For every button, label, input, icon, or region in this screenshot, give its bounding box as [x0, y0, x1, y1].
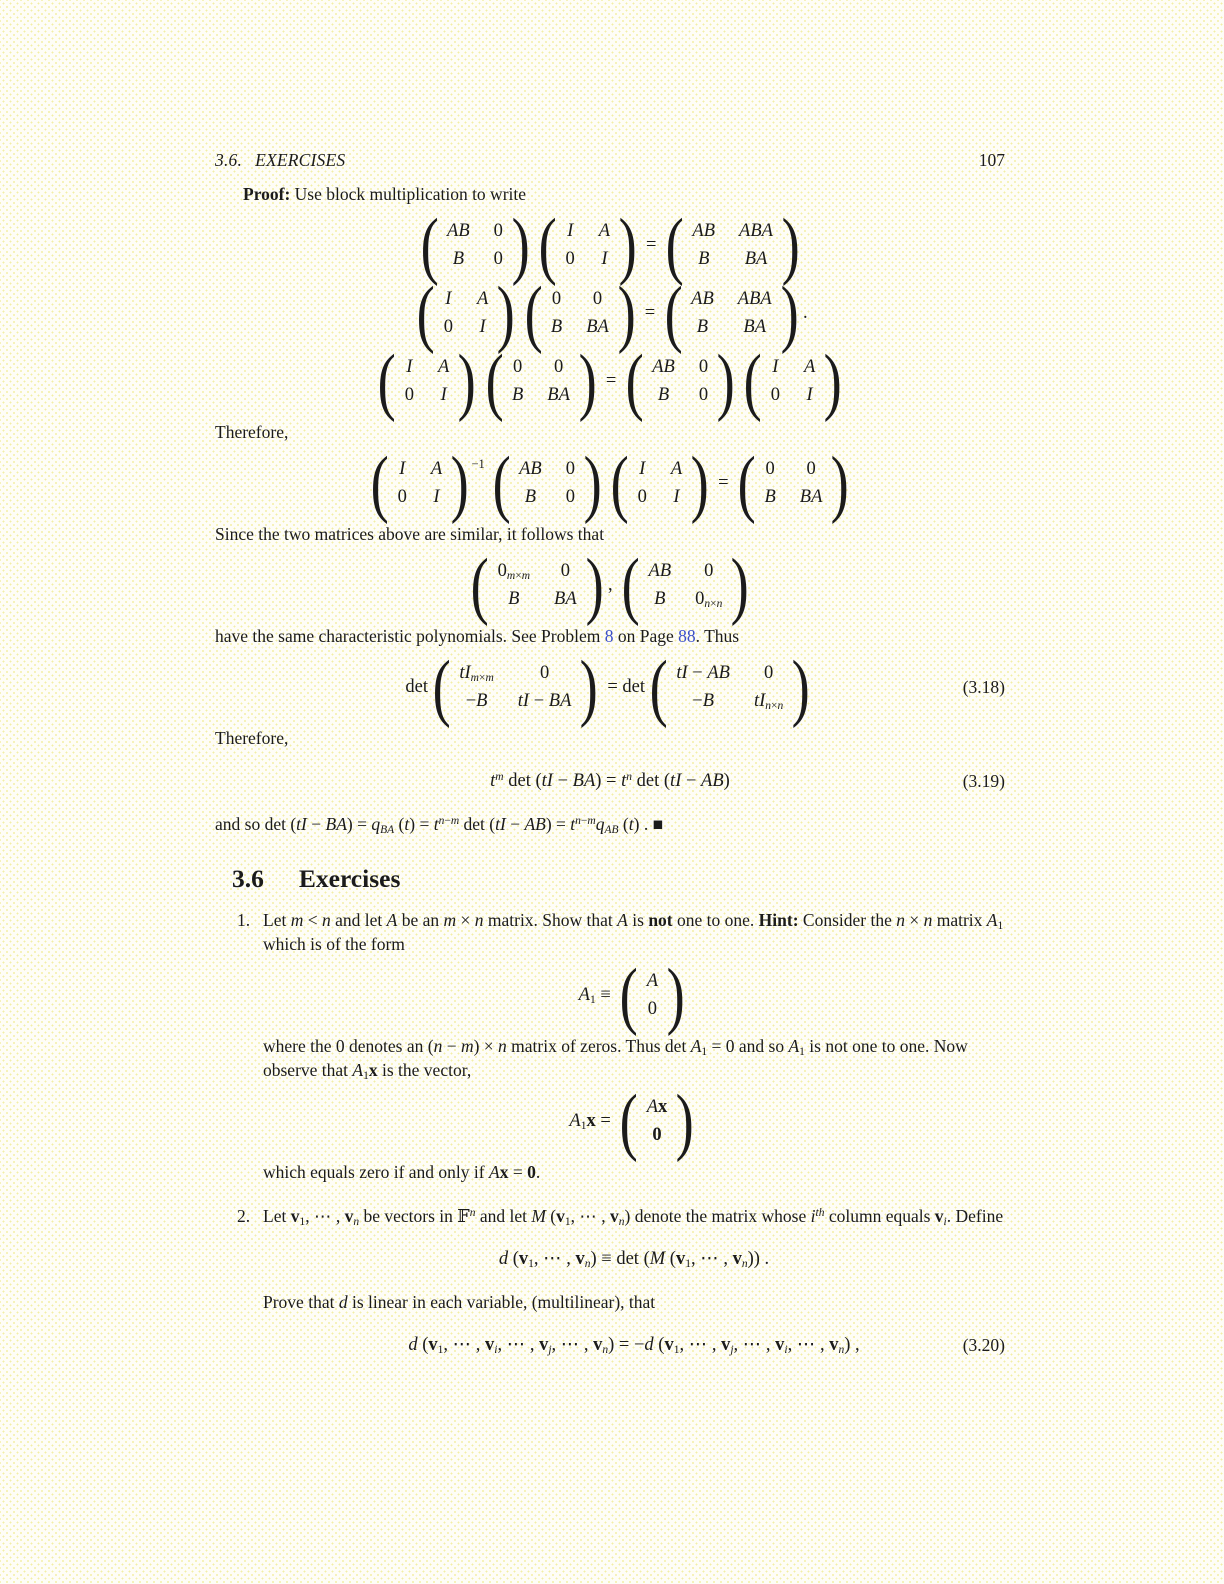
display-equation-3-19 — [215, 766, 1005, 796]
matrix-paren-right: ) — [580, 644, 599, 729]
math-text: d ($v_1$, ⋯ , $v_n) \equiv \det (M$ ($v_1$, ⋯ , $v_n$)) . — [498, 1249, 770, 1270]
matrix-cell: 0 — [565, 459, 575, 479]
matrix-paren-right: ) — [496, 270, 515, 355]
matrix-cell: 0 — [404, 385, 414, 405]
matrix-paren-left: ( — [610, 440, 629, 525]
matrix-cell: BA — [743, 317, 767, 337]
matrix-cells — [638, 454, 683, 512]
equation-content — [408, 1333, 859, 1357]
matrix-cell: BA — [744, 249, 768, 269]
matrix-cell: I — [806, 385, 813, 405]
matrix-cell: I — [772, 357, 779, 377]
exercise-number: 2. — [237, 1206, 251, 1226]
section-label: 3.6. — [215, 150, 243, 170]
matrix-cell: BA — [554, 589, 577, 609]
display-equation-a1x — [263, 1078, 1005, 1163]
matrix-paren-right: ) — [675, 1078, 694, 1163]
math-text: = — [641, 235, 662, 255]
matrix-cell: I — [445, 289, 452, 309]
matrix-paren-left: ( — [649, 644, 668, 729]
matrix-paren-right: ) — [617, 270, 636, 355]
matrix — [742, 338, 843, 423]
exercise-item-1 — [215, 908, 1005, 1190]
matrix-cells — [652, 352, 708, 410]
matrix-cell: tI − BA — [517, 691, 572, 711]
exercise-number: 1. — [237, 910, 251, 930]
matrix-paren-right: ) — [511, 202, 530, 287]
matrix-paren-left: ( — [492, 440, 511, 525]
matrix-cells — [692, 216, 773, 274]
matrix — [484, 338, 599, 423]
equation-content — [416, 202, 805, 287]
matrix-paren-right: ) — [583, 440, 602, 525]
display-equation-d-definition — [263, 1244, 1005, 1274]
matrix-cells — [459, 658, 571, 716]
cross-reference-link[interactable]: 8 — [604, 626, 614, 646]
running-header — [215, 148, 1005, 172]
matrix-cell: 0 — [493, 249, 503, 269]
matrix-paren-left: ( — [524, 270, 543, 355]
matrix-cells — [405, 352, 450, 410]
matrix — [376, 338, 477, 423]
matrix-cell: ABA — [739, 221, 773, 241]
matrix-cell: A — [476, 289, 489, 309]
matrix-paren-right: ) — [781, 202, 800, 287]
matrix-cell: $0_{n\times n}$ — [695, 589, 723, 610]
matrix-cell: 0 — [592, 289, 603, 309]
matrix-cell: 0 — [512, 357, 523, 377]
matrix-cells — [551, 284, 609, 342]
matrix-cell: 0 — [443, 317, 453, 337]
matrix-cells — [398, 454, 443, 512]
matrix-cell: AB — [691, 289, 714, 309]
characteristic-polynomials-paragraph: have the same characteristic polynomials. See Problem 8 on Page 88. Thus — [215, 626, 740, 646]
exercise-1-statement: Let m < n and let A be an m × n matrix. Show that A is not one to one. Hint: Consider the n × n matrix $A_1$ which is of the form — [263, 910, 1004, 954]
matrix-cells — [647, 966, 658, 1024]
matrix-paren-left: ( — [620, 1078, 639, 1163]
exercise-body — [263, 1204, 1005, 1376]
matrix-cell: 0 — [539, 663, 550, 683]
section-heading — [232, 864, 1005, 894]
exercise-1-explanation: where the 0 denotes an (n − m) × n matrix of zeros. Thus $\det A_1 = 0$ and so $A_1$ is not one to one. Now observe that $A_1x$ is the vector, — [263, 1036, 968, 1082]
display-equation-block-mult-2 — [215, 270, 1005, 355]
matrix-cell: AB — [652, 357, 675, 377]
matrix-exponent: −1 — [471, 457, 485, 471]
matrix-paren-right: ) — [457, 338, 477, 423]
matrix — [618, 1078, 695, 1163]
matrix-paren-left: ( — [370, 440, 389, 525]
matrix-cell: 0 — [397, 487, 407, 507]
matrix-paren-left: ( — [665, 202, 684, 287]
matrix-paren-left: ( — [416, 270, 436, 355]
matrix-cell: I — [567, 221, 574, 241]
matrix-paren-left: ( — [625, 338, 644, 423]
matrix — [609, 440, 710, 525]
matrix-paren-right: ) — [618, 202, 637, 287]
matrix-cell: A — [438, 357, 450, 377]
running-header-section — [215, 148, 345, 172]
cross-reference-link[interactable]: 88 — [678, 626, 696, 646]
matrix-paren-left: ( — [432, 644, 451, 729]
display-equation-3-18 — [215, 644, 1005, 729]
matrix-cell: 0 — [560, 561, 570, 581]
display-equation-similarity — [215, 440, 1005, 525]
matrix-cell: 0 — [765, 459, 775, 479]
matrix-paren-right: ) — [666, 952, 685, 1037]
matrix-cell: 0 — [553, 357, 564, 377]
matrix-cells — [649, 556, 723, 614]
proof-conclusion-paragraph: and so $\det (tI - BA) = q_{BA}$ $(t) = t^{n-m}$ $\det (tI - AB) = t^{n-m}q_{AB}$ (t) . ■ — [215, 814, 664, 836]
matrix-cell: A — [670, 459, 683, 479]
section-heading-number: 3.6 — [232, 864, 264, 893]
math-text: , — [607, 575, 618, 595]
display-equation-3-20 — [263, 1330, 1005, 1360]
matrix-cell: 0 — [637, 487, 647, 507]
equation-content — [490, 769, 730, 793]
matrix-paren-left: ( — [737, 440, 756, 525]
matrix-cell: AB — [648, 561, 672, 581]
matrix-cell: BA — [547, 385, 570, 405]
matrix-cells — [771, 352, 816, 410]
display-equation-block-mult-3 — [215, 338, 1005, 423]
matrix-cell: 0 — [763, 663, 774, 683]
math-text: d ($v_1$, ⋯ , $v_i$, ⋯ , $v_j$, ⋯ , $v_n) = -d$ ($v_1$, ⋯ , $v_j$, ⋯ , $v_i$, ⋯ , $v_n$) , — [408, 1335, 860, 1356]
equation-content — [412, 270, 808, 355]
matrix-cell: $0_{m\times m}$ — [497, 561, 530, 582]
matrix — [491, 440, 604, 525]
matrix-cell: BA — [799, 487, 823, 507]
matrix-cell: 0 — [698, 385, 709, 405]
equation-content — [499, 1247, 769, 1271]
matrix-cells — [519, 454, 575, 512]
page-number: 107 — [978, 150, 1005, 170]
matrix — [431, 644, 600, 729]
matrix-cell: A — [598, 221, 611, 241]
matrix-cell: B — [764, 487, 776, 507]
equation-content — [466, 542, 753, 627]
matrix-cell: 0 — [647, 999, 657, 1019]
matrix-cell: AB — [692, 221, 716, 241]
matrix-cell: −B — [465, 691, 488, 711]
matrix — [469, 542, 605, 627]
matrix-cells — [764, 454, 822, 512]
matrix — [736, 440, 851, 525]
matrix-cell: B — [654, 589, 666, 609]
matrix-cell: A — [430, 459, 443, 479]
matrix-cell: tI − AB — [676, 663, 730, 683]
matrix-paren-left: ( — [538, 202, 557, 287]
matrix-paren-right: ) — [780, 270, 799, 355]
matrix-paren-left: ( — [621, 542, 640, 627]
matrix-paren-right: ) — [716, 338, 735, 423]
equation-tag: (3.20) — [962, 1335, 1005, 1355]
matrix — [537, 202, 638, 287]
equation-content — [569, 1078, 698, 1163]
matrix-cell: I — [479, 317, 486, 337]
matrix — [369, 440, 485, 525]
matrix-cells — [566, 216, 611, 274]
matrix-cell: 0 — [652, 1125, 662, 1145]
matrix-cells — [444, 284, 489, 342]
matrix-cells — [512, 352, 570, 410]
matrix-paren-right: ) — [450, 440, 469, 525]
matrix-cell: I — [433, 487, 440, 507]
equation-tag: (3.18) — [962, 677, 1005, 697]
matrix-cell: I — [601, 249, 608, 269]
matrix-paren-left: ( — [378, 338, 397, 423]
matrix-cell: B — [511, 385, 524, 405]
matrix — [618, 952, 686, 1037]
matrix-cell: 0 — [493, 221, 503, 241]
matrix-paren-left: ( — [743, 338, 763, 423]
section-name: EXERCISES — [255, 150, 346, 170]
exercise-2-prove: Prove that d is linear in each variable, (multilinear), that — [263, 1292, 656, 1312]
page-content — [215, 148, 1005, 1386]
equation-content — [366, 440, 853, 525]
matrix — [664, 202, 801, 287]
matrix-cell: I — [673, 487, 680, 507]
section-heading-title: Exercises — [298, 864, 401, 893]
equation-content — [405, 644, 814, 729]
equation-content — [578, 952, 690, 1037]
math-text: = — [713, 473, 734, 493]
matrix-cells — [691, 284, 772, 342]
matrix-cell: B — [524, 487, 537, 507]
matrix-cell: 0 — [551, 289, 562, 309]
display-equation-similar-pair — [215, 542, 1005, 627]
math-text: = — [640, 303, 660, 323]
matrix-cells — [647, 1092, 668, 1150]
similar-matrices-paragraph: Since the two matrices above are similar, it follows that — [215, 524, 605, 544]
matrix-cell: 0 — [770, 385, 780, 405]
math-text: = det — [602, 677, 646, 697]
matrix-paren-right: ) — [578, 338, 597, 423]
matrix-cell: BA — [586, 317, 609, 337]
matrix-paren-right: ) — [831, 440, 850, 525]
matrix-cell: $tI_{m\times m}$ — [459, 663, 494, 684]
matrix-cell: $tI_{n\times n}$ — [753, 691, 784, 712]
equation-tag: (3.19) — [962, 771, 1005, 791]
matrix-cell: I — [440, 385, 447, 405]
matrix-cell: B — [452, 249, 464, 269]
matrix-paren-right: ) — [823, 338, 842, 423]
math-text: $A_1x$ = — [569, 1111, 616, 1132]
matrix-cell: 0 — [698, 357, 709, 377]
matrix — [648, 644, 812, 729]
matrix-cell: ABA — [737, 289, 772, 309]
matrix-cell: A — [646, 971, 659, 991]
matrix-paren-left: ( — [664, 270, 683, 355]
matrix-paren-left: ( — [620, 952, 639, 1037]
equation-content — [373, 338, 846, 423]
matrix-paren-left: ( — [420, 202, 439, 287]
math-text: . — [803, 303, 808, 323]
exercise-1-closing: which equals zero if and only if Ax = 0. — [263, 1162, 541, 1182]
matrix — [663, 270, 800, 355]
matrix-paren-right: ) — [585, 542, 604, 627]
therefore-paragraph-1: Therefore, — [215, 422, 289, 442]
matrix — [624, 338, 737, 423]
matrix-paren-left: ( — [470, 542, 490, 627]
matrix-cell: B — [698, 249, 710, 269]
therefore-paragraph-2: Therefore, — [215, 728, 289, 748]
matrix-cells — [447, 216, 503, 274]
math-text: = — [601, 371, 621, 391]
matrix-cell: 0 — [806, 459, 816, 479]
matrix-paren-right: ) — [730, 542, 750, 627]
matrix-cell: I — [406, 357, 413, 377]
math-text: det — [405, 677, 429, 697]
matrix-cell: B — [508, 589, 520, 609]
matrix-cell: AB — [447, 221, 470, 241]
matrix-cell: Ax — [646, 1097, 668, 1117]
exercise-2-statement: Let $v_1$, ⋯ , $v_n$ be vectors in 𝔽$^n$ and let M ($v_1$, ⋯ , $v_n$) denote the matrix whose $i^{th}$ column equals $v_i$. Define — [263, 1206, 1004, 1228]
matrix — [419, 202, 532, 287]
matrix-cell: 0 — [704, 561, 714, 581]
matrix-paren-right: ) — [791, 644, 810, 729]
exercise-item-2 — [215, 1204, 1005, 1376]
matrix-cell: 0 — [565, 249, 575, 269]
matrix — [620, 542, 751, 627]
matrix-cells — [498, 556, 577, 614]
matrix-cell: −B — [692, 691, 715, 711]
matrix — [415, 270, 516, 355]
matrix-cell: B — [657, 385, 670, 405]
matrix-cell: 0 — [565, 487, 575, 507]
proof-intro-paragraph: Proof: Use block multiplication to write — [243, 184, 527, 204]
matrix-paren-left: ( — [485, 338, 504, 423]
math-text: $t^m$ $\det (tI - BA) = t^n$ det (tI − AB) — [490, 771, 730, 791]
exercise-body — [263, 908, 1005, 1190]
matrix-cell: I — [639, 459, 646, 479]
display-equation-a1-definition — [263, 952, 1005, 1037]
matrix-paren-right: ) — [690, 440, 709, 525]
matrix-cell: AB — [519, 459, 542, 479]
matrix-cell: A — [803, 357, 816, 377]
matrix-cell: B — [696, 317, 709, 337]
display-equation-block-mult-1 — [215, 202, 1005, 287]
math-text: $A_1$ ≡ — [578, 985, 616, 1006]
matrix-cell: I — [399, 459, 406, 479]
matrix — [523, 270, 638, 355]
matrix-cell: B — [550, 317, 563, 337]
matrix-cells — [676, 658, 783, 716]
